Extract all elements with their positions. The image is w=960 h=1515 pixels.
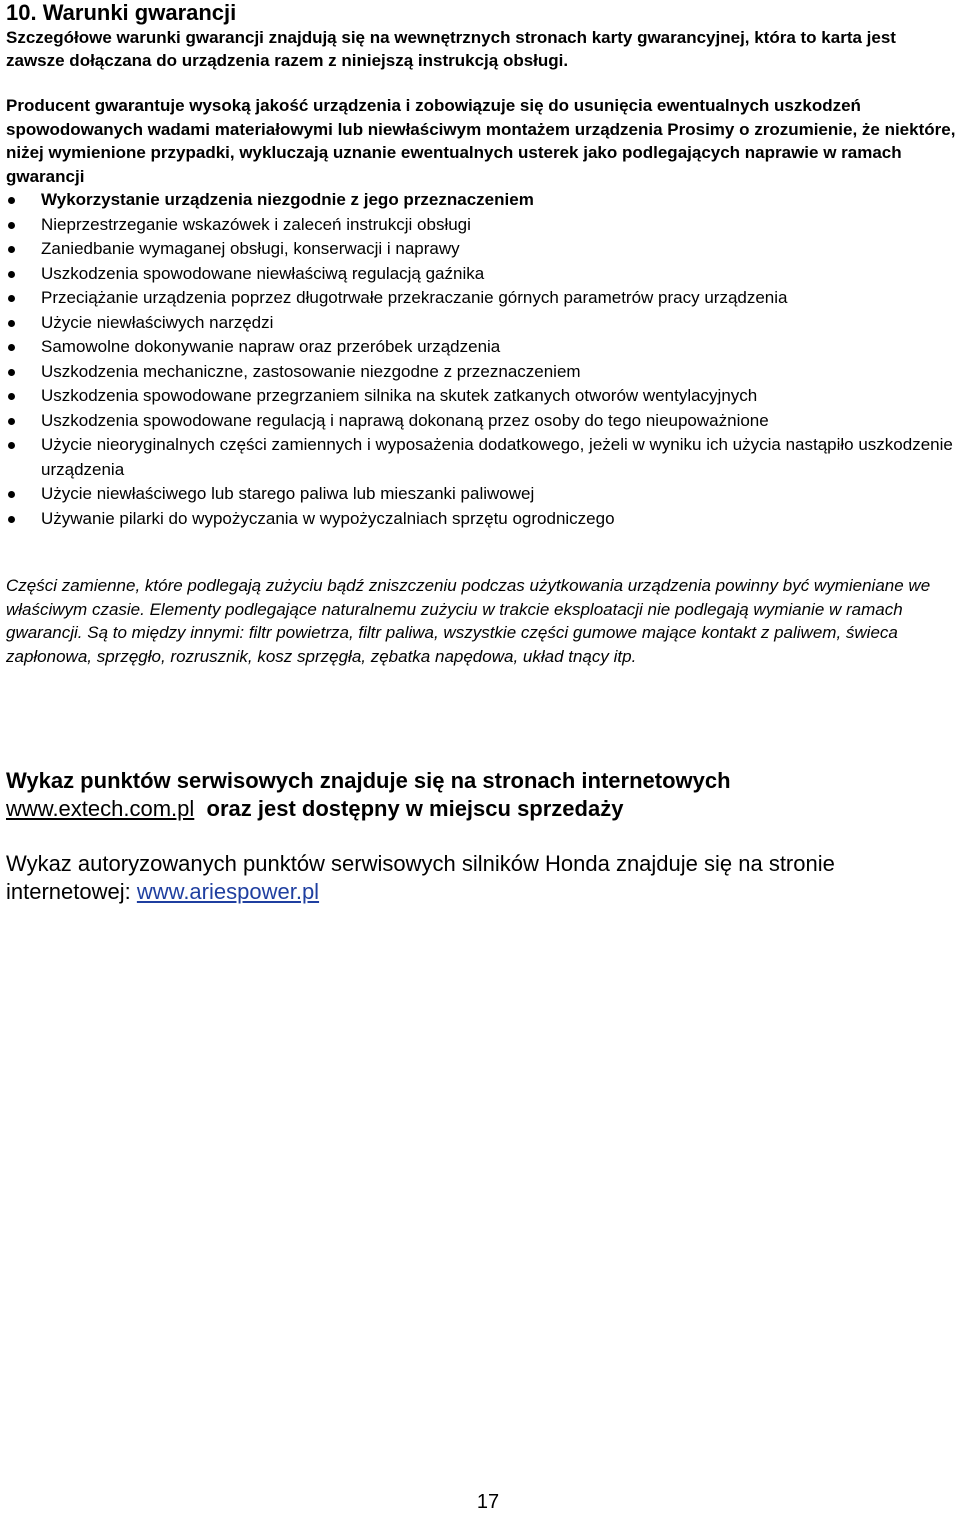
list-item-text: Uszkodzenia mechaniczne, zastosowanie niezgodne z przeznaczeniem: [41, 361, 581, 381]
list-item-text: Samowolne dokonywanie napraw oraz przeróbek urządzenia: [41, 337, 501, 356]
list-item: [6, 384, 956, 409]
warranty-card-intro: Szczegółowe warunki gwarancji znajdują się na wewnętrznych stronach karty gwarancyjnej, która to karta jest zawsze dołączana do urządzenia razem z niniejszą instrukcją obsługi.: [6, 28, 896, 70]
list-item: [6, 409, 956, 434]
list-item: [6, 213, 956, 238]
bullet-icon: [8, 442, 15, 449]
extech-link[interactable]: www.extech.com.pl: [6, 796, 195, 821]
list-item: [6, 433, 956, 482]
bullet-icon: [8, 516, 15, 523]
section-title: 10. Warunki gwarancji: [6, 0, 237, 25]
bullet-icon: [8, 393, 15, 400]
bullet-icon: [8, 246, 15, 253]
list-item: [6, 360, 956, 385]
bullet-icon: [8, 295, 15, 302]
list-item-text: Użycie niewłaściwych narzędzi: [41, 312, 274, 332]
list-item: [6, 507, 956, 532]
list-item: [6, 188, 956, 213]
bullet-icon: [8, 418, 15, 425]
bullet-icon: [8, 197, 15, 204]
list-item: [6, 482, 956, 507]
list-item: [6, 335, 956, 360]
ariespower-link[interactable]: www.ariespower.pl: [136, 879, 320, 904]
list-item: [6, 286, 956, 311]
honda-service-info: [6, 850, 956, 906]
exclusions-list: [6, 188, 956, 531]
list-item-text: Uszkodzenia spowodowane niewłaściwą regulacją gaźnika: [41, 263, 485, 283]
list-item-text: Użycie nieoryginalnych części zamiennych i wyposażenia dodatkowego, jeżeli w wyniku ich użycia nastąpiło uszkodzenie urządzenia: [41, 435, 953, 479]
bullet-icon: [8, 222, 15, 229]
bullet-icon: [8, 320, 15, 327]
service-points-info: [6, 767, 956, 823]
list-item-text: Uszkodzenia spowodowane przegrzaniem silnika na skutek zatkanych otworów wentylacyjnych: [41, 386, 758, 405]
bullet-icon: [8, 369, 15, 376]
wear-parts-note: Części zamienne, które podlegają zużyciu bądź zniszczeniu podczas użytkowania urządzenia powinny być wymieniane we właściwym czasie. Elementy podlegające naturalnemu zużyciu w trakcie eksploatacji nie podlegają wymianie w ramach gwarancji. Są to między innymi: filtr powietrza, filtr paliwa, wszystkie części gumowe mające kontakt z paliwem, świeca zapłonowa, sprzęgło, rozrusznik, kosz sprzęgła, zębatka napędowa, układ tnący itp.: [6, 576, 931, 666]
service-text-after: oraz jest dostępny w miejscu sprzedaży: [206, 796, 624, 821]
list-item-text: Używanie pilarki do wypożyczania w wypożyczalniach sprzętu ogrodniczego: [41, 508, 615, 528]
service-text-before: Wykaz punktów serwisowych znajduje się na stronach internetowych: [6, 768, 731, 793]
list-item-text: Uszkodzenia spowodowane regulacją i naprawą dokonaną przez osoby do tego nieupoważnione: [41, 410, 769, 430]
honda-text: Wykaz autoryzowanych punktów serwisowych silników Honda znajduje się na stronie internetowej:: [6, 851, 835, 904]
list-item: [6, 311, 956, 336]
list-item-text: Nieprzestrzeganie wskazówek i zaleceń instrukcji obsługi: [41, 214, 471, 234]
list-item: [6, 237, 956, 262]
warranty-statement: Producent gwarantuje wysoką jakość urządzenia i zobowiązuje się do usunięcia ewentualnych uszkodzeń spowodowanych wadami materiałowymi lub niewłaściwym montażem urządzenia Prosimy o zrozumienie, że niektóre, niżej wymienione przypadki, wykluczają uznanie ewentualnych usterek jako podlegających naprawie w ramach gwarancji: [6, 96, 956, 186]
list-item-text: Wykorzystanie urządzenia niezgodnie z jego przeznaczeniem: [41, 190, 534, 209]
list-item-text: Przeciążanie urządzenia poprzez długotrwałe przekraczanie górnych parametrów pracy urządzenia: [41, 288, 788, 307]
bullet-icon: [8, 271, 15, 278]
list-item: [6, 262, 956, 287]
list-item-text: Użycie niewłaściwego lub starego paliwa lub mieszanki paliwowej: [41, 484, 535, 503]
bullet-icon: [8, 344, 15, 351]
bullet-icon: [8, 491, 15, 498]
list-item-text: Zaniedbanie wymaganej obsługi, konserwacji i naprawy: [41, 239, 460, 258]
page-number: 17: [476, 1491, 500, 1513]
